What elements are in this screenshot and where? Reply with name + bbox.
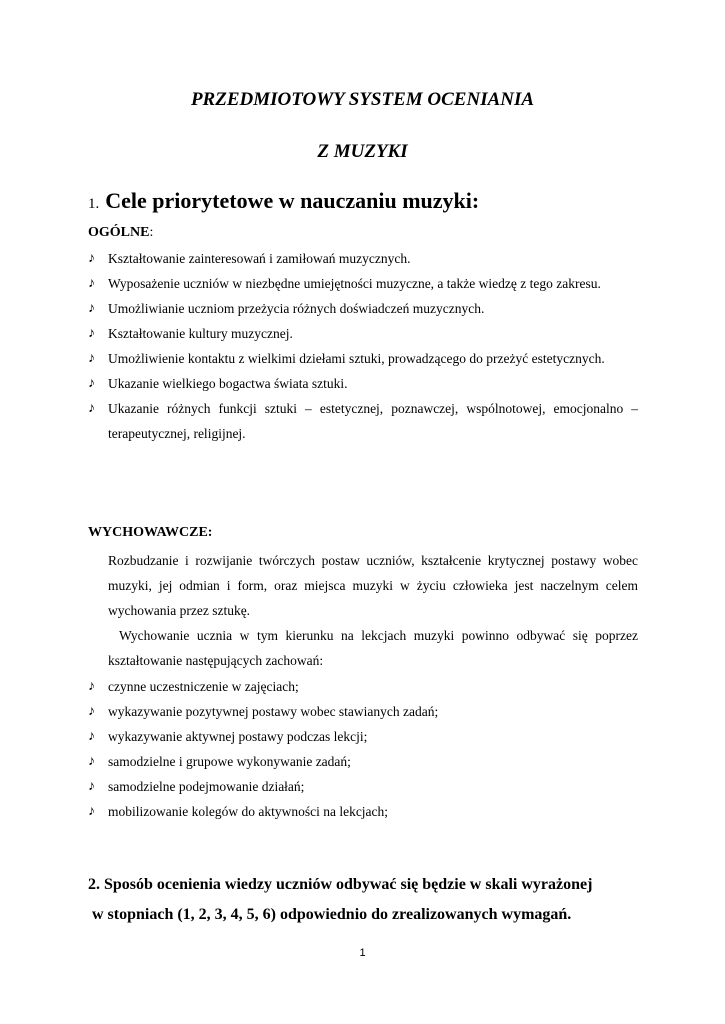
list-item: ♪ wykazywanie pozytywnej postawy wobec stawianych zadań; bbox=[88, 699, 638, 724]
section1-heading-text: Cele priorytetowe w nauczaniu muzyki: bbox=[105, 188, 480, 213]
educational-label: WYCHOWAWCZE: bbox=[88, 525, 213, 540]
list-item: ♪ samodzielne i grupowe wykonywanie zadań; bbox=[88, 749, 638, 774]
page-number: 1 bbox=[359, 947, 366, 959]
music-note-icon: ♪ bbox=[88, 779, 95, 794]
list-item: ♪ Kształtowanie kultury muzycznej. bbox=[88, 321, 638, 346]
music-note-icon: ♪ bbox=[88, 276, 95, 291]
list-item: ♪ Wyposażenie uczniów w niezbędne umiejętności muzyczne, a także wiedzę z tego zakresu. bbox=[88, 271, 638, 296]
music-note-icon: ♪ bbox=[88, 401, 95, 416]
general-label-colon: : bbox=[149, 225, 154, 240]
section2-line-2: w stopniach (1, 2, 3, 4, 5, 6) odpowiednio do zrealizowanych wymagań. bbox=[92, 906, 572, 923]
educational-paragraph-1: Rozbudzanie i rozwijanie twórczych postaw uczniów, kształcenie krytycznej postawy wobec muzyki, jej odmian i form, oraz miejsca muzyki w życiu człowieka jest naczelnym celem wychowania przez sztukę. bbox=[108, 553, 638, 618]
music-note-icon: ♪ bbox=[88, 351, 95, 366]
list-item: ♪ mobilizowanie kolegów do aktywności na lekcjach; bbox=[88, 799, 638, 824]
list-item: ♪ wykazywanie aktywnej postawy podczas lekcji; bbox=[88, 724, 638, 749]
music-note-icon: ♪ bbox=[88, 251, 95, 266]
music-note-icon: ♪ bbox=[88, 729, 95, 744]
list-item: ♪ Umożliwienie kontaktu z wielkimi dziełami sztuki, prowadzącego do przeżyć estetycznych. bbox=[88, 346, 638, 371]
behaviors-list bbox=[88, 674, 638, 824]
section2-line-1: 2. Sposób ocenienia wiedzy uczniów odbywać się będzie w skali wyrażonej bbox=[88, 876, 593, 893]
list-item: ♪ samodzielne podejmowanie działań; bbox=[88, 774, 638, 799]
music-note-icon: ♪ bbox=[88, 376, 95, 391]
list-item: ♪ Ukazanie wielkiego bogactwa świata sztuki. bbox=[88, 371, 638, 396]
list-item: ♪ Umożliwianie uczniom przeżycia różnych doświadczeń muzycznych. bbox=[88, 296, 638, 321]
music-note-icon: ♪ bbox=[88, 326, 95, 341]
general-label-text: OGÓLNE bbox=[88, 225, 150, 240]
document-title: PRZEDMIOTOWY SYSTEM OCENIANIA bbox=[190, 89, 535, 110]
list-item: ♪ czynne uczestniczenie w zajęciach; bbox=[88, 674, 638, 699]
music-note-icon: ♪ bbox=[88, 679, 95, 694]
music-note-icon: ♪ bbox=[88, 804, 95, 819]
list-item: ♪ Ukazanie różnych funkcji sztuki – estetycznej, poznawczej, wspólnotowej, emocjonalno – terapeutycznej, religijnej. bbox=[88, 396, 638, 446]
educational-paragraph-2: Wychowanie ucznia w tym kierunku na lekcjach muzyki powinno odbywać się poprzez kształtowanie następujących zachowań: bbox=[108, 628, 638, 668]
section1-number: 1. bbox=[88, 196, 100, 212]
general-goals-list bbox=[88, 246, 638, 446]
music-note-icon: ♪ bbox=[88, 704, 95, 719]
list-item: ♪ Kształtowanie zainteresowań i zamiłowań muzycznych. bbox=[88, 246, 638, 271]
general-label bbox=[88, 225, 153, 241]
music-note-icon: ♪ bbox=[88, 301, 95, 316]
section1-heading bbox=[88, 188, 479, 214]
document-subtitle: Z MUZYKI bbox=[317, 141, 408, 162]
music-note-icon: ♪ bbox=[88, 754, 95, 769]
